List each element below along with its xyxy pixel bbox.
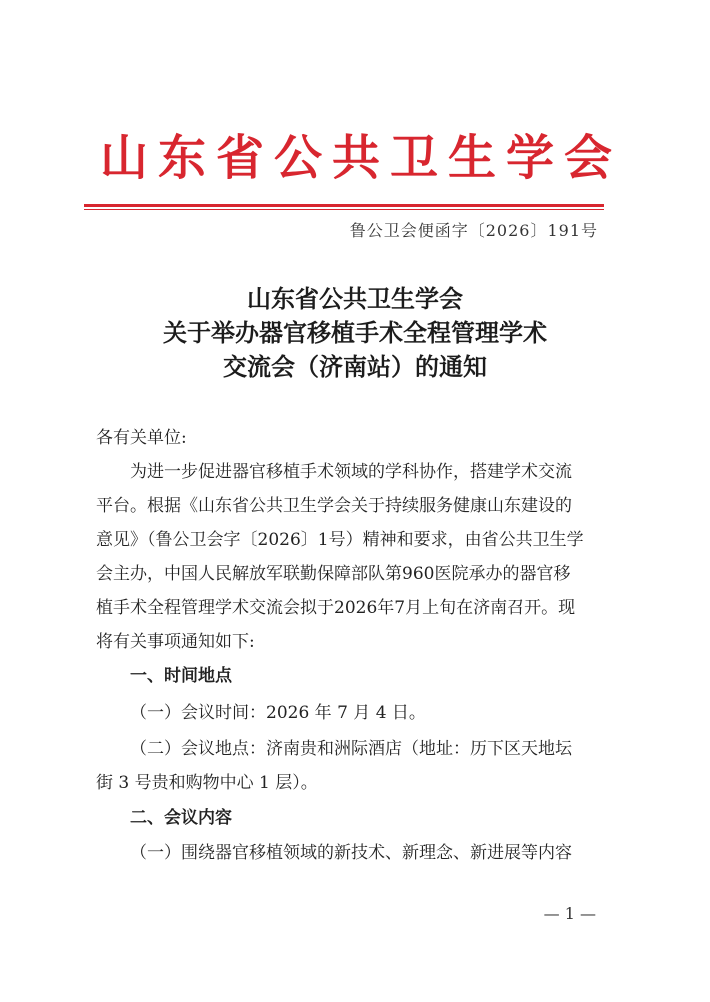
title-line-1: 山东省公共卫生学会 <box>247 284 463 313</box>
paragraph-line: 将有关事项通知如下: <box>96 632 255 652</box>
paragraph-line: 会主办，中国人民解放军联勤保障部队第960医院承办的器官移 <box>96 564 571 584</box>
title-line-3: 交流会（济南站）的通知 <box>223 352 487 381</box>
section-heading-2: 二、会议内容 <box>130 808 232 828</box>
organization-letterhead: 山东省公共卫生学会 <box>100 130 623 186</box>
section-heading-1: 一、时间地点 <box>130 666 232 686</box>
page-number: — 1 — <box>543 904 596 923</box>
section-1-item-1: （一）会议时间：2026 年 7 月 4 日。 <box>130 703 426 723</box>
section-1-item-2-continued: 街 3 号贵和购物中心 1 层）。 <box>96 773 318 793</box>
paragraph-line: 平台。根据《山东省公共卫生学会关于持续服务健康山东建设的 <box>96 496 572 516</box>
paragraph-line: 意见》（鲁公卫会字〔2026〕1号）精神和要求，由省公共卫生学 <box>96 530 584 550</box>
salutation: 各有关单位: <box>96 428 187 448</box>
paragraph-line: 为进一步促进器官移植手术领域的学科协作，搭建学术交流 <box>130 462 572 482</box>
paragraph-line: 植手术全程管理学术交流会拟于2026年7月上旬在济南召开。现 <box>96 598 576 618</box>
letterhead-divider-thick <box>84 204 604 207</box>
section-1-item-2: （二）会议地点：济南贵和洲际酒店（地址：历下区天地坛 <box>130 739 572 759</box>
document-number: 鲁公卫会便函字〔2026〕191号 <box>349 221 598 240</box>
section-2-item-1: （一）围绕器官移植领域的新技术、新理念、新进展等内容 <box>130 843 572 863</box>
title-line-2: 关于举办器官移植手术全程管理学术 <box>163 318 547 347</box>
letterhead-divider-thin <box>84 209 604 210</box>
